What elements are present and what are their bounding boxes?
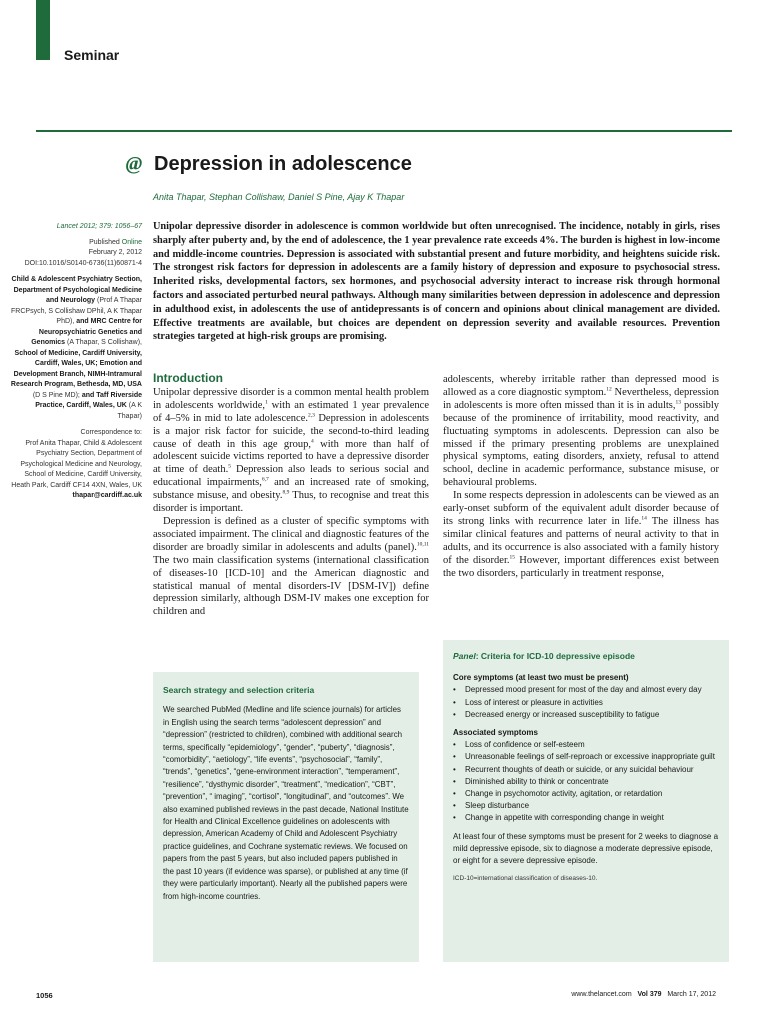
lancet-logo-icon: @: [125, 152, 143, 175]
panel-footnote: At least four of these symptoms must be present for 2 weeks to diagnose a mild depressive episode, six to diagnose a moderate depressive episode, or eight for a severe depressive episode.: [453, 831, 719, 866]
associated-symptoms-list: [453, 739, 719, 824]
header-rule: [36, 130, 732, 132]
icd10-panel: [443, 640, 729, 962]
intro-heading: Introduction: [153, 371, 223, 385]
title-row: [122, 152, 412, 176]
doi: DOI:10.1016/S0140-6736(11)60871-4: [24, 259, 142, 267]
associated-symptoms-heading: Associated symptoms: [453, 728, 538, 738]
panel-title: Panel: Criteria for ICD-10 depressive episode: [453, 651, 635, 661]
affiliations: Child & Adolescent Psychiatry Section, Department of Psychological Medicine and Neurology (Prof A Thapar FRCPsych, S Collishaw DPhil, A K Thapar PhD), and MRC Centre for Neuropsychiatric Genetics and Genomics (A Thapar, S Collishaw), School of Medicine, Cardiff University, Cardiff, Wales, UK; Emotion and Development Branch, NIMH-Intramural Research Program, Bethesda, MD, USA (D S Pine MD); and Taff Riverside Practice, Cardiff, Wales, UK (A K Thapar): [10, 276, 142, 420]
search-strategy-text: We searched PubMed (Medline and life science journals) for articles in English using the search terms “adolescent depression” and “depression” (restricted to children), combined with additional search terms, specifically “epidemiology”, “gender”, “puberty”, “diagnosis”, “comorbidity”, “aetiology”, “life events”, “psychosocial”, “family”, “trends”, “genetics”, “gene-environment interaction”, “temperament”, “resilience”, “dysthymic disorder”, “treatment”, “medication”, “CBT”, “prevention”, “ imaging”, “cortisol”, “longitudinal”, and “outcomes”. We also examined published reviews in the past decade, National Institute for Health and Clinical Excellence guidelines on adolescents with depression, American Academy of Child and Adolescent Psychiatry practice guidelines, and Cochrane systematic reviews. We focused on papers from the past 5 years, but also included papers published in the past 10 years (if evidence was sparse), or published at any time (if they were particularly important). Nearly all the published papers were from high-income countries.: [163, 705, 409, 901]
list-item: • Loss of interest or pleasure in activities: [453, 697, 719, 709]
list-item: • Depressed mood present for most of the day and almost every day: [453, 684, 719, 696]
journal-color-bar: [36, 0, 50, 60]
body-paragraph: Unipolar depressive disorder is a common mental health problem in adolescents worldwide,$^1$ with an estimated 1 year prevalence of 4–5% in mid to late adolescence.$^{2,3}$ Depression in adolescents is a major risk factor for suicide, the second-to-third leading cause of death in this age group,$^4$ with more than half of adolescent suicide victims reported to have a depressive disorder at time of death.$^5$ Depression also leads to serious social and educational impairments,$^{6,7}$ and an increased rate of smoking, substance misuse, and obesity.$^{8,9}$ Thus, to recognise and treat this disorder is important.: [153, 386, 429, 515]
body-paragraph: In some respects depression in adolescents can be viewed as an early-onset subform of the equivalent adult disorder because of its strong links with recurrence later in life.$^{14}$ The illness has similar clinical features and patterns of neural activity to that in adults, and its occurrence is also associated with a family history of the disorder.$^{15}$ However, important differences exist between the two disorders, particularly in treatment response,: [443, 490, 719, 579]
list-item: • Change in appetite with corresponding change in weight: [453, 812, 719, 824]
core-symptoms-heading: Core symptoms (at least two must be present): [453, 673, 629, 683]
section-label: Seminar: [64, 47, 120, 63]
core-symptoms-list: [453, 684, 719, 721]
list-item: • Diminished ability to think or concentrate: [453, 776, 719, 788]
list-item: • Change in psychomotor activity, agitation, or retardation: [453, 788, 719, 800]
correspondence: Correspondence to: Prof Anita Thapar, Child & Adolescent Psychiatry Section, Department of Psychological Medicine and Neurology, School of Medicine, Cardiff University, Heath Park, Cardiff CF14 4XN, Wales, UK thapar@cardiff.ac.uk: [11, 429, 142, 499]
journal-date: March 17, 2012: [667, 991, 716, 998]
publication-info: Published Online February 2, 2012 DOI:10.1016/S0140-6736(11)60871-4: [24, 238, 142, 267]
panel-abbreviation: ICD-10=international classification of diseases-10.: [453, 875, 598, 883]
online-link[interactable]: Online: [121, 238, 142, 246]
list-item: • Recurrent thoughts of death or suicide, or any suicidal behaviour: [453, 764, 719, 776]
sidebar-notes: [10, 222, 142, 502]
list-item: • Decreased energy or increased susceptibility to fatigue: [453, 709, 719, 721]
article-authors: Anita Thapar, Stephan Collishaw, Daniel S Pine, Ajay K Thapar: [153, 192, 405, 202]
abstract: Unipolar depressive disorder in adolescence is common worldwide but often unrecognised. The incidence, notably in girls, rises sharply after puberty and, by the end of adolescence, the 1 year prevalence rate exceeds 4%. The burden is highest in low-income and middle-income countries. Depression is associated with substantial present and future morbidity, and heightens suicide risk. The strongest risk factors for depression in adolescents are a family history of depression and exposure to psychosocial stress. Inherited risks, developmental factors, sex hormones, and psychosocial adversity interact to increase risk through hormonal factors and associated perturbed neural pathways. Although many similarities between depression in adolescence and depression in adulthood exist, in adolescents the use of antidepressants is of concern and opinions about clinical management are divided. Effective treatments are available, but choices are dependent on depression severity and available resources. Prevention strategies targeted at high-risk groups are promising.: [153, 221, 720, 343]
footer-journal-info: [571, 991, 716, 998]
citation: Lancet 2012; 379: 1056–67: [56, 223, 142, 230]
page-number: 1056: [36, 991, 53, 1000]
list-item: • Sleep disturbance: [453, 800, 719, 812]
search-strategy-box: [153, 672, 419, 962]
body-column-1: [153, 372, 429, 619]
body-paragraph: Depression is defined as a cluster of specific symptoms with associated impairment. The clinical and diagnostic features of the disorder are broadly similar in adolescents and adults (panel).$^{10,11}$ The two main classification systems (international classification of diseases-10 [ICD-10] and the American diagnostic and statistical manual of mental disorders-IV [DSM-IV]) define depression similarly, although DSM-IV makes one exception for children and: [153, 515, 429, 618]
journal-url[interactable]: www.thelancet.com: [571, 991, 632, 998]
list-item: • Loss of confidence or self-esteem: [453, 739, 719, 751]
email-link[interactable]: thapar@cardiff.ac.uk: [72, 492, 142, 499]
body-paragraph: adolescents, whereby irritable rather than depressed mood is allowed as a core diagnostic symptom.$^{12}$ Nevertheless, depression in adolescents is more often missed than it is in adults,$^{13}$ possibly because of the prominence of irritability, mood reactivity, and fluctuating symptoms in adolescents. Depression can also be missed if the primary presenting problems are unexplained physical symptoms, eating disorders, anxiety, refusal to attend school, decline in academic performance, substance misuse, or behavioural problems.: [443, 374, 719, 489]
article-title: Depression in adolescence: [154, 152, 412, 175]
list-item: • Unreasonable feelings of self-reproach or excessive inappropriate guilt: [453, 751, 719, 763]
body-column-2: [443, 374, 719, 581]
search-strategy-heading: Search strategy and selection criteria: [163, 685, 315, 695]
journal-volume: Vol 379: [637, 991, 662, 998]
published-date: February 2, 2012: [88, 249, 142, 256]
